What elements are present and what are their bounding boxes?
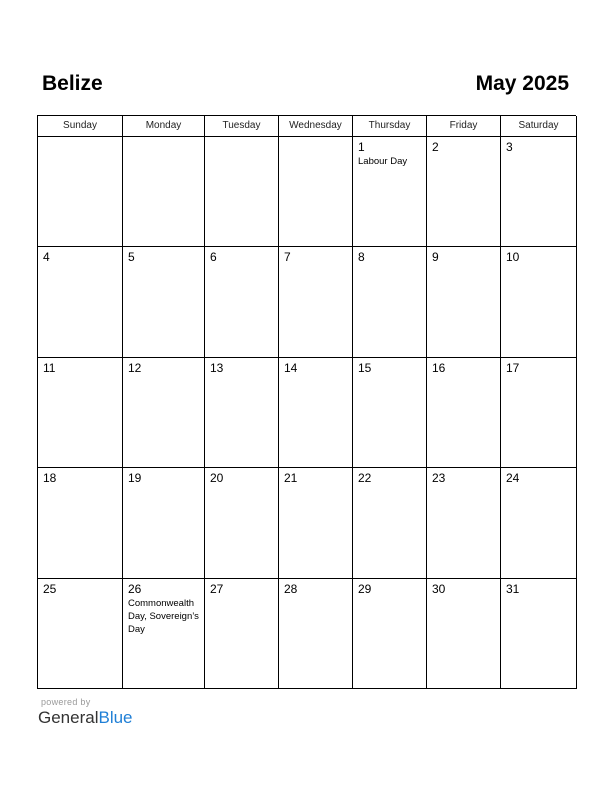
day-number: 11 bbox=[43, 360, 56, 375]
weekday-header-tuesday: Tuesday bbox=[205, 116, 279, 137]
day-cell bbox=[427, 579, 501, 689]
weekday-header-thursday: Thursday bbox=[353, 116, 427, 137]
month-title: May 2025 bbox=[475, 72, 569, 95]
day-number: 7 bbox=[284, 250, 291, 265]
day-number: 19 bbox=[128, 471, 142, 486]
day-cell bbox=[353, 247, 427, 357]
day-cell bbox=[205, 137, 279, 247]
day-cell bbox=[501, 579, 577, 689]
day-number: 31 bbox=[506, 581, 520, 596]
day-cell bbox=[353, 468, 427, 578]
day-cell bbox=[279, 468, 353, 578]
day-cell bbox=[205, 358, 279, 468]
day-number: 18 bbox=[43, 471, 57, 486]
day-number: 23 bbox=[432, 471, 446, 486]
brand-blue-text: Blue bbox=[98, 708, 133, 727]
day-cell bbox=[123, 468, 205, 578]
day-number: 9 bbox=[432, 250, 439, 265]
day-number: 27 bbox=[210, 581, 224, 596]
day-cell bbox=[353, 579, 427, 689]
day-number: 1 bbox=[358, 140, 365, 154]
day-number: 5 bbox=[128, 250, 135, 265]
holiday-label: Commonwealth Day, Sovereign’s Day bbox=[128, 597, 199, 635]
day-cell bbox=[38, 247, 123, 357]
day-number: 26 bbox=[128, 581, 142, 596]
day-number: 2 bbox=[432, 140, 439, 154]
day-cell bbox=[38, 137, 123, 247]
day-cell bbox=[38, 579, 123, 689]
day-cell bbox=[279, 358, 353, 468]
day-cell bbox=[205, 579, 279, 689]
day-cell bbox=[427, 468, 501, 578]
day-cell bbox=[501, 247, 577, 357]
weekday-header-wednesday: Wednesday bbox=[279, 116, 353, 137]
day-cell bbox=[353, 137, 427, 247]
weekday-header-saturday: Saturday bbox=[501, 116, 577, 137]
powered-by-label: powered by bbox=[41, 697, 91, 707]
day-number: 16 bbox=[432, 360, 446, 375]
day-cell bbox=[123, 247, 205, 357]
day-number: 12 bbox=[128, 360, 142, 375]
day-number: 28 bbox=[284, 581, 298, 596]
weekday-header-monday: Monday bbox=[123, 116, 205, 137]
day-cell bbox=[205, 468, 279, 578]
day-number: 24 bbox=[506, 471, 520, 486]
day-cell bbox=[279, 247, 353, 357]
calendar-grid bbox=[37, 115, 576, 689]
day-cell bbox=[427, 247, 501, 357]
day-cell bbox=[123, 579, 205, 689]
day-cell bbox=[279, 137, 353, 247]
day-cell bbox=[38, 468, 123, 578]
day-cell bbox=[123, 137, 205, 247]
weekday-header-friday: Friday bbox=[427, 116, 501, 137]
day-number: 8 bbox=[358, 250, 365, 265]
day-number: 21 bbox=[284, 471, 298, 486]
day-number: 29 bbox=[358, 581, 372, 596]
day-cell bbox=[205, 247, 279, 357]
day-cell bbox=[353, 358, 427, 468]
day-number: 25 bbox=[43, 581, 57, 596]
day-number: 4 bbox=[43, 250, 50, 265]
day-number: 20 bbox=[210, 471, 224, 486]
day-cell bbox=[427, 137, 501, 247]
day-cell bbox=[501, 468, 577, 578]
day-cell bbox=[501, 358, 577, 468]
day-number: 30 bbox=[432, 581, 446, 596]
day-number: 6 bbox=[210, 250, 217, 265]
day-number: 17 bbox=[506, 360, 520, 375]
weekday-header-sunday: Sunday bbox=[38, 116, 123, 137]
day-number: 13 bbox=[210, 360, 224, 375]
day-number: 3 bbox=[506, 140, 513, 154]
day-number: 22 bbox=[358, 471, 372, 486]
day-number: 10 bbox=[506, 250, 520, 265]
day-cell bbox=[427, 358, 501, 468]
day-cell bbox=[279, 579, 353, 689]
country-title: Belize bbox=[42, 72, 103, 95]
day-number: 14 bbox=[284, 360, 298, 375]
day-cell bbox=[501, 137, 577, 247]
day-cell bbox=[38, 358, 123, 468]
brand-logo bbox=[38, 708, 133, 728]
holiday-label: Labour Day bbox=[358, 156, 408, 167]
day-number: 15 bbox=[358, 360, 372, 375]
day-cell bbox=[123, 358, 205, 468]
brand-general-text: General bbox=[38, 708, 99, 727]
